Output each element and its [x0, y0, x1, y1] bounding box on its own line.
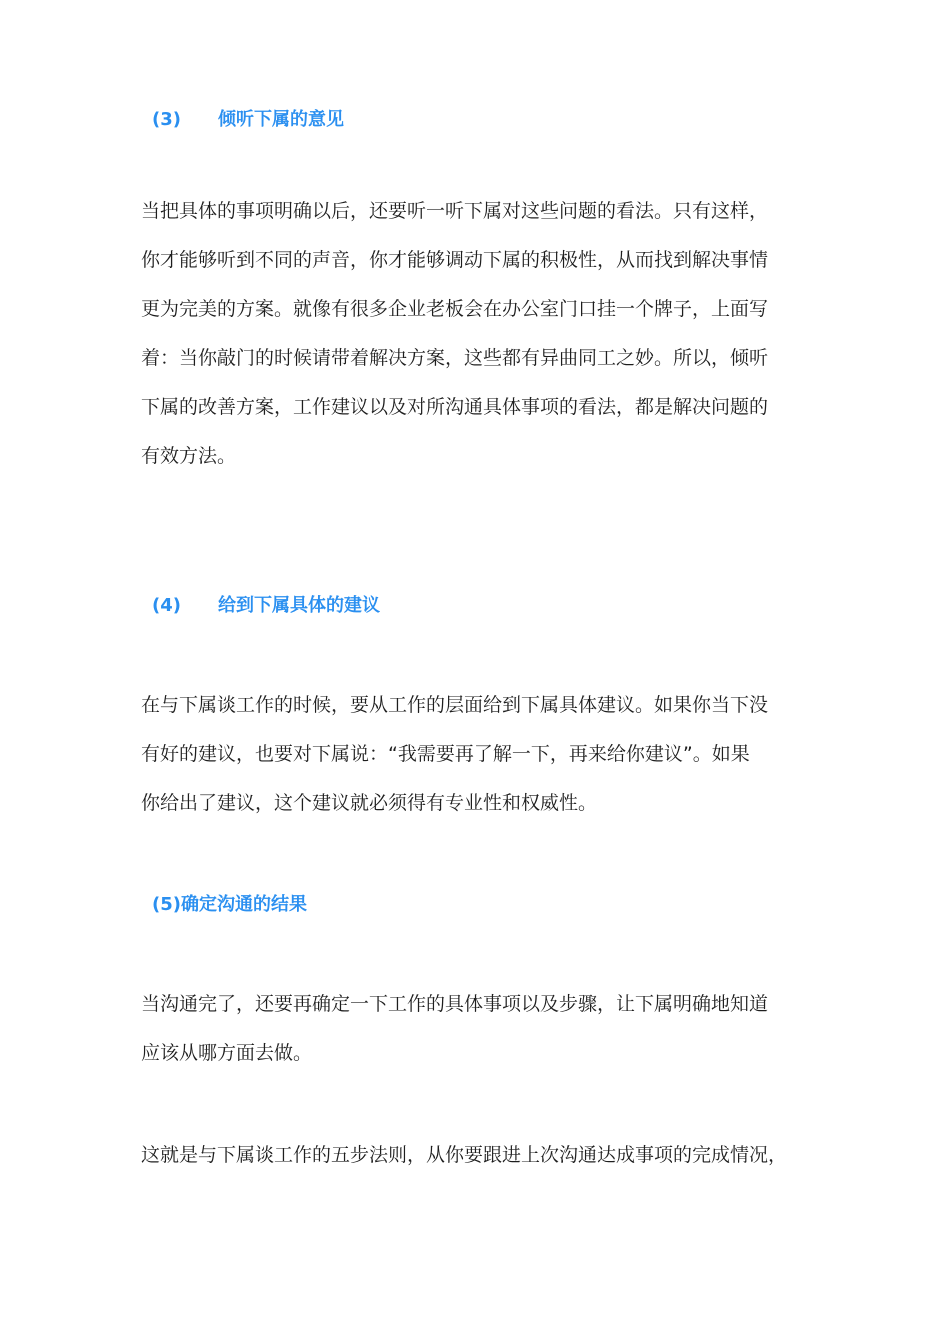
paragraph	[141, 681, 831, 828]
section-title: 确定沟通的结果	[180, 894, 307, 915]
section-number: (5)	[152, 894, 181, 915]
section-heading-3	[152, 108, 344, 132]
paragraph-line: 着：当你敲门的时候请带着解决方案，这些都有异曲同工之妙。所以，倾听	[141, 347, 769, 369]
section-number: (3)	[152, 109, 181, 130]
paragraph-line: 当沟通完了，还要再确定一下工作的具体事项以及步骤，让下属明确地知道	[141, 993, 769, 1015]
paragraph-line: 更为完美的方案。就像有很多企业老板会在办公室门口挂一个牌子，上面写	[141, 298, 769, 320]
section-title: 倾听下属的意见	[218, 109, 344, 130]
paragraph-line: 你才能够听到不同的声音，你才能够调动下属的积极性，从而找到解决事情	[141, 249, 769, 271]
paragraph-line: 在与下属谈工作的时候，要从工作的层面给到下属具体建议。如果你当下没	[141, 694, 769, 716]
paragraph-line: 这就是与下属谈工作的五步法则，从你要跟进上次沟通达成事项的完成情况，	[141, 1144, 788, 1166]
section-number: (4)	[152, 595, 181, 616]
paragraph	[141, 187, 831, 481]
paragraph	[141, 980, 831, 1078]
paragraph-line: 有效方法。	[141, 445, 237, 467]
paragraph	[141, 1131, 831, 1180]
paragraph-line: 有好的建议，也要对下属说：“我需要再了解一下，再来给你建议”。如果	[141, 743, 750, 765]
section-heading-4	[152, 594, 380, 618]
paragraph-line: 你给出了建议，这个建议就必须得有专业性和权威性。	[141, 792, 598, 814]
paragraph-line: 当把具体的事项明确以后，还要听一听下属对这些问题的看法。只有这样，	[141, 200, 769, 222]
paragraph-line: 下属的改善方案，工作建议以及对所沟通具体事项的看法，都是解决问题的	[141, 396, 769, 418]
section-title: 给到下属具体的建议	[218, 595, 380, 616]
section-heading-5	[152, 893, 307, 917]
paragraph-line: 应该从哪方面去做。	[141, 1042, 313, 1064]
